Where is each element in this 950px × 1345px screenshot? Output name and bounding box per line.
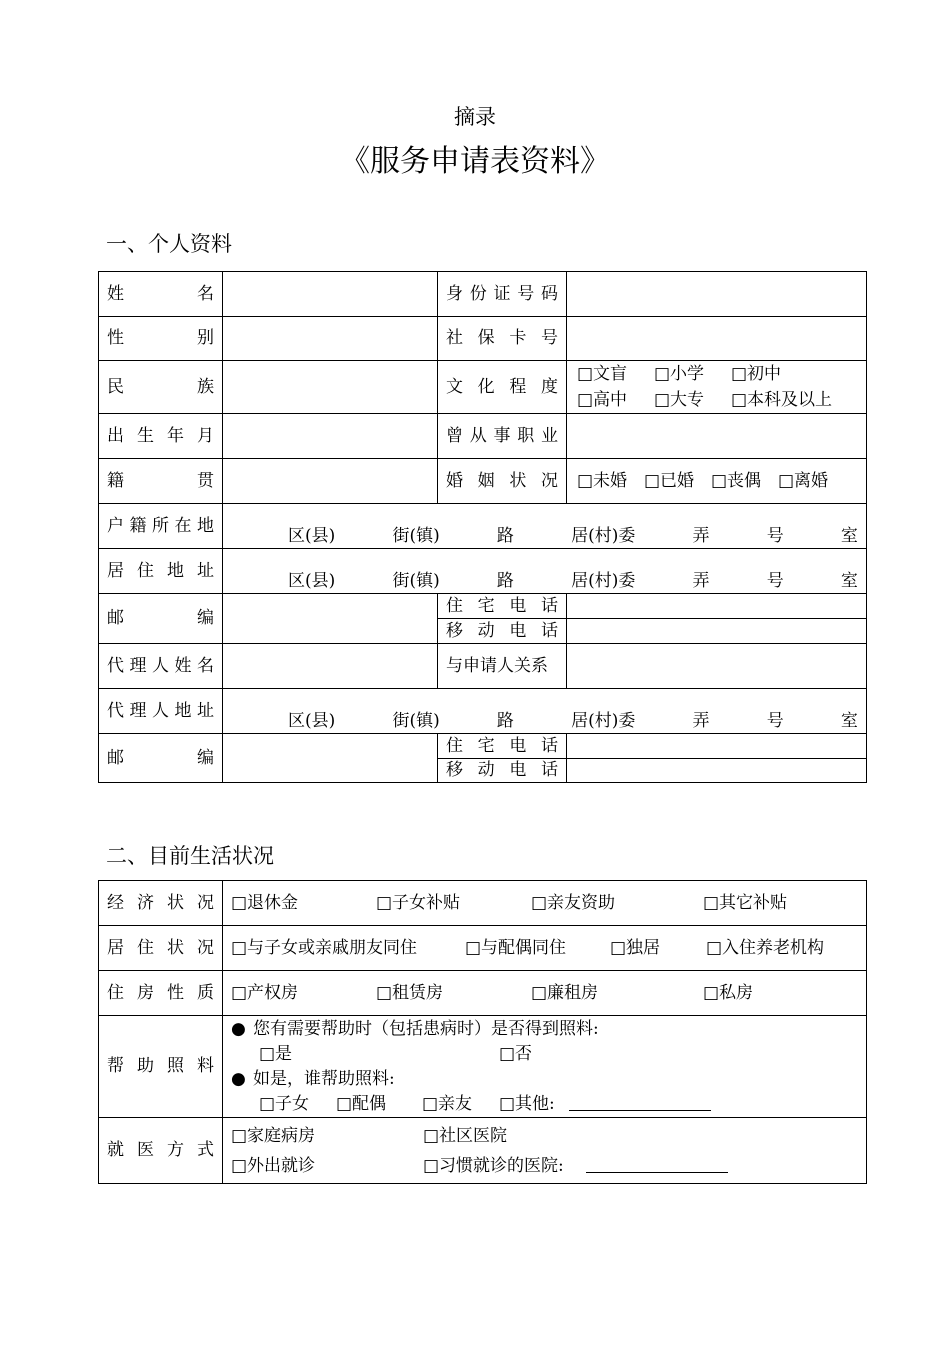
label-agent-mobile-phone: 移动电话 [438,759,567,783]
option-live-with-spouse[interactable]: □与配偶同住 [465,937,567,958]
page-subtitle: 摘录 [454,105,496,129]
addr-lane: 弄 [692,525,710,546]
addr-committee: 居(村)委 [571,710,636,731]
addr-district: 区(县) [288,570,336,591]
table-row [99,504,867,549]
label-residence: 居住地址 [99,549,223,594]
personal-info-table [98,271,867,783]
field-occupation[interactable] [567,414,867,459]
field-ethnicity[interactable] [223,361,438,414]
option-children-subsidy[interactable]: □子女补贴 [376,892,461,913]
page-title: 《服务申请表资料》 [340,144,610,179]
option-senior[interactable]: □高中 [577,390,628,410]
option-carer-other[interactable]: □其他: [499,1094,555,1114]
option-carer-children[interactable]: □子女 [259,1094,310,1114]
field-agent-mobile-phone[interactable] [567,759,867,783]
table-row [99,881,867,926]
field-gender[interactable] [223,317,438,361]
addr-number: 号 [766,570,784,591]
usual-hospital-input[interactable] [586,1156,728,1173]
label-marital: 婚姻状况 [438,459,567,504]
option-outpatient[interactable]: □外出就诊 [231,1155,316,1176]
option-unmarried[interactable]: □未婚 [577,470,628,491]
label-name: 姓 名 [99,272,223,317]
option-widowed[interactable]: □丧偶 [711,470,762,491]
option-home-ward[interactable]: □家庭病房 [231,1125,316,1146]
addr-street: 街(镇) [392,570,440,591]
addr-number: 号 [766,525,784,546]
addr-road: 路 [496,570,514,591]
field-mobile-phone[interactable] [567,619,867,644]
education-options [567,361,867,414]
label-mobile-phone: 移动电话 [438,619,567,644]
table-row [99,317,867,361]
addr-committee: 居(村)委 [571,570,636,591]
option-community-hospital[interactable]: □社区医院 [423,1125,508,1146]
field-id-number[interactable] [567,272,867,317]
option-rented-house[interactable]: □租赁房 [376,982,444,1003]
carer-other-input[interactable] [569,1094,711,1111]
table-row [99,1016,867,1118]
addr-district: 区(县) [288,525,336,546]
option-married[interactable]: □已婚 [644,470,695,491]
addr-lane: 弄 [692,710,710,731]
label-native-place: 籍 贯 [99,459,223,504]
option-college[interactable]: □大专 [654,390,705,410]
medical-options [223,1118,867,1184]
label-agent-relation: 与申请人关系 [438,644,567,689]
addr-room: 室 [840,525,858,546]
marital-options [567,459,867,504]
addr-road: 路 [496,525,514,546]
label-housing: 住房性质 [99,971,223,1016]
addr-room: 室 [840,570,858,591]
addr-number: 号 [766,710,784,731]
bullet-icon: ● [231,1019,246,1039]
field-postcode[interactable] [223,594,438,644]
care-question-2: 如是，谁帮助照料: [253,1069,395,1089]
addr-street: 街(镇) [392,525,440,546]
addr-lane: 弄 [692,570,710,591]
label-ethnicity: 民 族 [99,361,223,414]
addr-room: 室 [840,710,858,731]
label-living: 居住状况 [99,926,223,971]
field-social-card[interactable] [567,317,867,361]
label-social-card: 社保卡号 [438,317,567,361]
table-row [99,689,867,734]
care-question-1: 您有需要帮助时（包括患病时）是否得到照料: [253,1019,599,1039]
table-row [99,1118,867,1184]
field-name[interactable] [223,272,438,317]
option-pension[interactable]: □退休金 [231,892,299,913]
option-low-rent-house[interactable]: □廉租房 [531,982,599,1003]
addr-district: 区(县) [288,710,336,731]
option-divorced[interactable]: □离婚 [778,470,829,491]
option-carer-spouse[interactable]: □配偶 [336,1094,387,1114]
addr-street: 街(镇) [392,710,440,731]
table-row [99,361,867,414]
label-gender: 性 别 [99,317,223,361]
field-agent-name[interactable] [223,644,438,689]
option-usual-hospital[interactable]: □习惯就诊的医院: [423,1155,564,1176]
option-private-house[interactable]: □私房 [703,982,754,1003]
field-residence-address[interactable] [223,549,867,594]
care-section [223,1016,867,1118]
addr-road: 路 [496,710,514,731]
table-row [99,272,867,317]
option-illiterate[interactable]: □文盲 [577,364,628,384]
label-birth: 出生年月 [99,414,223,459]
field-agent-address[interactable] [223,689,867,734]
label-agent-address: 代理人地址 [99,689,223,734]
option-owned-house[interactable]: □产权房 [231,982,299,1003]
label-postcode: 邮 编 [99,594,223,644]
option-live-alone[interactable]: □独居 [610,937,661,958]
table-row [99,971,867,1016]
living-options [223,926,867,971]
table-row [99,926,867,971]
option-primary[interactable]: □小学 [654,364,705,384]
section-heading-personal-info: 一、个人资料 [106,232,232,256]
label-household-reg: 户籍所在地 [99,504,223,549]
label-education: 文化程度 [438,361,567,414]
field-agent-relation[interactable] [567,644,867,689]
label-agent-postcode: 邮 编 [99,734,223,783]
option-relative-aid[interactable]: □亲友资助 [531,892,616,913]
table-row [99,459,867,504]
label-agent-home-phone: 住宅电话 [438,734,567,759]
option-care-yes[interactable]: □是 [259,1044,293,1064]
field-agent-postcode[interactable] [223,734,438,783]
field-home-phone[interactable] [567,594,867,619]
field-agent-home-phone[interactable] [567,734,867,759]
label-home-phone: 住宅电话 [438,594,567,619]
field-native-place[interactable] [223,459,438,504]
section-heading-living-status: 二、目前生活状况 [106,844,274,868]
label-id-number: 身份证号码 [438,272,567,317]
table-row [99,644,867,689]
option-care-no[interactable]: □否 [499,1044,533,1064]
option-other-subsidy[interactable]: □其它补贴 [703,892,788,913]
living-status-table [98,880,867,1184]
addr-committee: 居(村)委 [571,525,636,546]
label-care: 帮助照料 [99,1016,223,1118]
housing-options [223,971,867,1016]
table-row [99,594,867,619]
bullet-icon: ● [231,1069,246,1089]
field-birth[interactable] [223,414,438,459]
label-occupation: 曾从事职业 [438,414,567,459]
option-bachelor-above[interactable]: □本科及以上 [731,390,833,410]
label-medical: 就医方式 [99,1118,223,1184]
label-agent-name: 代理人姓名 [99,644,223,689]
table-row [99,734,867,759]
option-nursing-home[interactable]: □入住养老机构 [706,937,825,958]
economic-options [223,881,867,926]
option-carer-relative[interactable]: □亲友 [422,1094,473,1114]
option-live-with-children[interactable]: □与子女或亲戚朋友同住 [231,937,418,958]
table-row [99,414,867,459]
label-economic: 经济状况 [99,881,223,926]
table-row [99,549,867,594]
field-household-reg-address[interactable] [223,504,867,549]
option-junior[interactable]: □初中 [731,364,782,384]
